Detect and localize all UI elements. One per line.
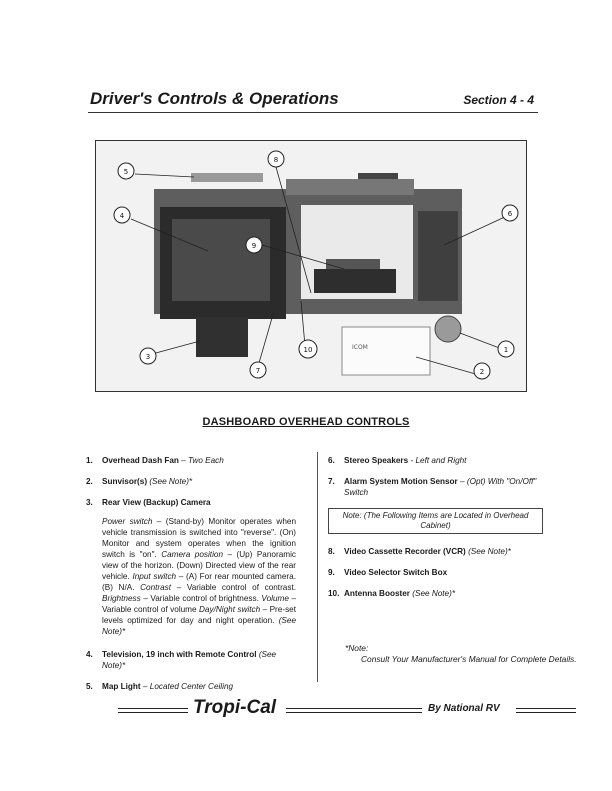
svg-text:8: 8 <box>273 156 279 164</box>
footnote-label: *Note: <box>345 643 369 653</box>
svg-text:5: 5 <box>123 168 129 176</box>
page-title: Driver's Controls & Operations <box>90 89 339 108</box>
svg-text:9: 9 <box>251 242 257 250</box>
callout-8 <box>268 151 284 167</box>
column-divider <box>317 452 318 682</box>
list-item: 7. Alarm System Motion Sensor – (Opt) With "On/Off" Switch <box>328 477 537 497</box>
list-item: 5. Map Light – Located Center Ceiling <box>86 682 234 691</box>
svg-text:3: 3 <box>145 353 151 361</box>
vcr-shape <box>314 269 396 293</box>
svg-text:10: 10 <box>303 346 313 354</box>
list-item: 2. Sunvisor(s) (See Note)* <box>86 477 193 486</box>
footnote-text: Consult Your Manufacturer's Manual for Complete Details. <box>361 654 577 664</box>
panel-label: ICOM <box>352 344 368 351</box>
callout-7 <box>250 362 266 378</box>
svg-text:4: 4 <box>119 212 125 220</box>
footer <box>0 695 612 725</box>
brand-logo: Tropi-Cal <box>193 697 277 718</box>
callout-6 <box>502 205 518 221</box>
list-item: 8. Video Cassette Recorder (VCR) (See Note)* <box>328 547 511 556</box>
svg-text:6: 6 <box>507 210 513 218</box>
list-item: 10. Antenna Booster (See Note)* <box>328 589 456 598</box>
list-item: 4. Television, 19 inch with Remote Control (See Note)* <box>86 650 277 670</box>
camera-description: Power switch – (Stand-by) Monitor operates when vehicle transmission is switched into "reverse". (On) Monitor and system operates when the ignition switch is "on". Camera position – (Up) Panoramic view of the horizon. (Down) Directed view of the rear vehicle. Input switch – (A) For rear mounted camera. (B) N/A. Contrast – Variable control of contrast. Brightness – Variable control of brightness. Volume – Variable control of volume Day/Night switch – Pre-set levels optimized for day and night operation. (See Note)* <box>102 517 297 636</box>
svg-text:2: 2 <box>479 368 485 376</box>
list-item: 9. Video Selector Switch Box <box>328 568 448 577</box>
backup-monitor-shape <box>196 317 248 357</box>
section-number: Section 4 - 4 <box>463 93 534 107</box>
footer-rule-right <box>516 708 576 713</box>
callout-1 <box>498 341 514 357</box>
left-column <box>86 455 296 702</box>
header-rule <box>88 112 538 113</box>
list-item: 3. Rear View (Backup) Camera <box>86 498 211 507</box>
footer-rule-middle <box>286 708 422 713</box>
callout-10 <box>299 340 317 358</box>
callout-3 <box>140 348 156 364</box>
section-heading: DASHBOARD OVERHEAD CONTROLS <box>202 416 410 428</box>
footnote <box>345 643 577 665</box>
list-item: 1. Overhead Dash Fan – Two Each <box>86 456 224 465</box>
footer-rule-left <box>118 708 188 713</box>
dashboard-overhead-photo <box>95 140 527 392</box>
svg-text:7: 7 <box>255 367 261 375</box>
callout-4 <box>114 207 130 223</box>
callout-2 <box>474 363 490 379</box>
callout-9 <box>246 237 262 253</box>
right-column <box>328 455 543 609</box>
callout-5 <box>118 163 134 179</box>
fan-shape <box>435 316 461 342</box>
footer-byline: By National RV <box>428 703 500 714</box>
cabinet-note-box: Note: (The Following Items are Located in Overhead Cabinet) <box>328 508 543 534</box>
list-item: 6. Stereo Speakers - Left and Right <box>328 456 467 465</box>
svg-text:1: 1 <box>503 346 509 354</box>
speaker-shape <box>418 211 458 301</box>
sunvisor-shape <box>191 173 263 182</box>
